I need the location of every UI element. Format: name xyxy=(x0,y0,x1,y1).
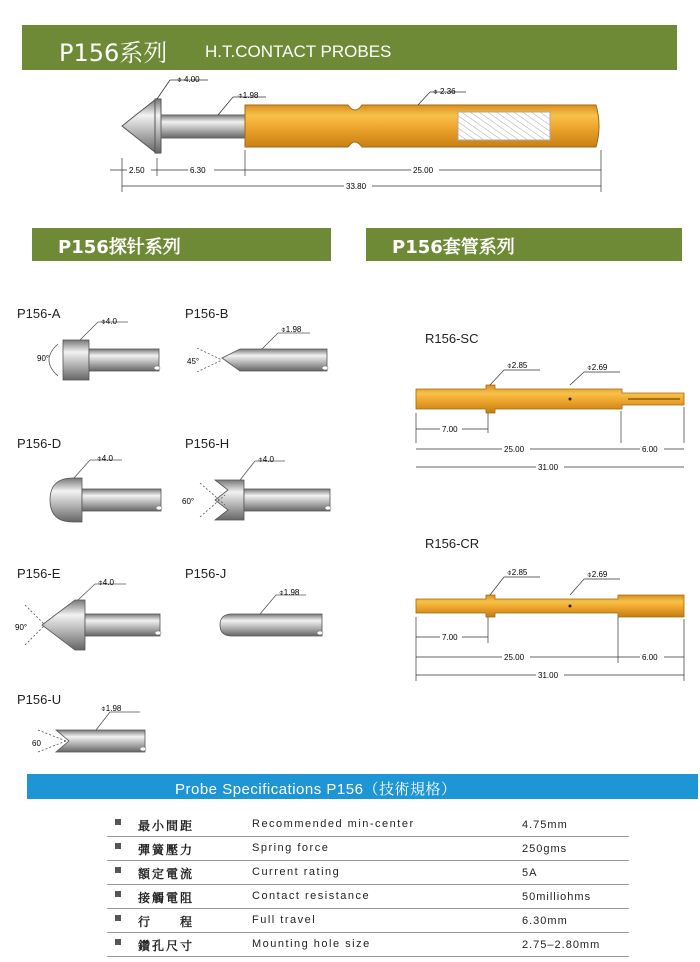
probe-plunger xyxy=(161,115,247,138)
tip-diameter: ⌽4.0 xyxy=(258,455,274,464)
main-shaft-diameter: ⌽1.98 xyxy=(238,91,259,100)
bullet-icon xyxy=(115,939,121,945)
tip-styles-drawings xyxy=(0,300,360,770)
tip-angle: 45° xyxy=(187,357,200,366)
spec-row xyxy=(107,837,629,861)
receptacle-len2: 25.00 xyxy=(504,653,525,662)
receptacle-name: R156-CR xyxy=(425,536,480,551)
receptacle-series-title: P156套管系列 xyxy=(392,237,515,258)
spec-label-en: Spring force xyxy=(252,842,330,854)
probe-series-banner xyxy=(32,228,331,261)
main-barrel-diameter: ⌽ 2.36 xyxy=(433,87,456,96)
spec-label-zh: 額定電流 xyxy=(138,867,195,881)
tip-name: P156-E xyxy=(17,566,61,581)
spec-label-zh: 接觸電阻 xyxy=(138,891,195,905)
spec-label-en: Recommended min-center xyxy=(252,818,415,830)
tip-name: P156-H xyxy=(185,436,230,451)
tip-name: P156-B xyxy=(185,306,229,321)
spec-row xyxy=(107,909,629,933)
receptacle-d1: ⌽2.85 xyxy=(507,361,528,370)
main-tip-diameter: ⌽ 4.00 xyxy=(177,75,200,84)
tip-name: P156-A xyxy=(17,306,61,321)
tip-name: P156-J xyxy=(185,566,227,581)
tip-angle: 60° xyxy=(182,497,195,506)
probe-series-title: P156探针系列 xyxy=(58,237,181,258)
tip-diameter: ⌽1.98 xyxy=(281,325,302,334)
tip-diameter: ⌽1.98 xyxy=(101,704,122,713)
receptacle-d2: ⌽2.69 xyxy=(587,363,608,372)
spec-value: 50milliohms xyxy=(522,891,592,903)
receptacle-len3: 6.00 xyxy=(642,653,658,662)
receptacle-len2: 25.00 xyxy=(504,445,525,454)
spec-label-zh: 鑽孔尺寸 xyxy=(138,939,195,953)
tip-diameter: ⌽4.0 xyxy=(101,317,117,326)
main-len-total: 33.80 xyxy=(346,182,367,191)
bullet-icon xyxy=(115,843,121,849)
spec-label-en: Mounting hole size xyxy=(252,938,371,950)
spec-row xyxy=(107,933,629,957)
spec-label-en: Full travel xyxy=(252,914,317,926)
receptacle-name: R156-SC xyxy=(425,331,479,346)
bullet-icon xyxy=(115,819,121,825)
spec-label-zh: 最小間距 xyxy=(138,819,195,833)
spec-label-en: Contact resistance xyxy=(252,890,371,902)
main-len-barrel: 25.00 xyxy=(413,166,434,175)
tip-angle: 90° xyxy=(37,354,50,363)
tip-diameter: ⌽4.0 xyxy=(98,578,114,587)
bullet-icon xyxy=(115,867,121,873)
tip-name: P156-D xyxy=(17,436,62,451)
tip-name: P156-U xyxy=(17,692,62,707)
spec-label-en: Current rating xyxy=(252,866,341,878)
spec-value: 6.30mm xyxy=(522,915,568,927)
spec-label-zh: 行 程 xyxy=(138,915,195,929)
receptacle-len3: 6.00 xyxy=(642,445,658,454)
main-len-shaft: 6.30 xyxy=(190,166,206,175)
tip-diameter: ⌽4.0 xyxy=(97,454,113,463)
main-probe-drawing xyxy=(0,70,700,200)
receptacle-d1: ⌽2.85 xyxy=(507,568,528,577)
main-len-tip: 2.50 xyxy=(129,166,145,175)
bullet-icon xyxy=(115,891,121,897)
receptacle-total: 31.00 xyxy=(538,463,559,472)
spec-row xyxy=(107,861,629,885)
receptacle-d2: ⌽2.69 xyxy=(587,570,608,579)
receptacle-len1: 7.00 xyxy=(442,425,458,434)
bullet-icon xyxy=(115,915,121,921)
receptacle-drawings xyxy=(400,355,700,695)
receptacle-len1: 7.00 xyxy=(442,633,458,642)
series-title: P156系列 xyxy=(59,39,168,67)
spec-label-zh: 彈簧壓力 xyxy=(138,843,195,857)
probe-tip xyxy=(122,99,156,153)
specs-title: Probe Specifications P156（技術規格） xyxy=(175,781,457,798)
spec-value: 250gms xyxy=(522,843,568,855)
spec-row xyxy=(107,885,629,909)
spec-value: 2.75–2.80mm xyxy=(522,939,601,951)
probe-head xyxy=(155,99,161,153)
tip-angle: 60 xyxy=(32,739,41,748)
specs-header xyxy=(27,774,698,799)
barrel-spring-window xyxy=(458,112,550,140)
spec-value: 5A xyxy=(522,867,538,879)
tip-diameter: ⌽1.98 xyxy=(279,588,300,597)
spec-row xyxy=(107,813,629,837)
tip-angle: 90° xyxy=(15,623,28,632)
header-banner xyxy=(22,25,677,70)
series-subtitle: H.T.CONTACT PROBES xyxy=(205,42,392,61)
receptacle-series-banner xyxy=(366,228,682,261)
receptacle-total: 31.00 xyxy=(538,671,559,680)
spec-value: 4.75mm xyxy=(522,819,568,831)
